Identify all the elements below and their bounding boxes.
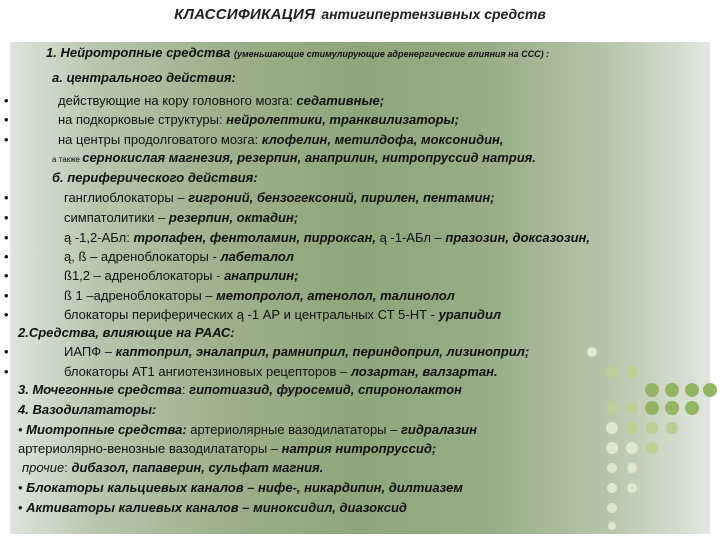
list-line <box>18 325 235 340</box>
bullet-icon: • <box>4 230 9 245</box>
line-text: 2.Средства, влияющие на РААС: <box>18 325 235 340</box>
bullet-icon: • <box>4 132 9 147</box>
list-line <box>64 307 501 322</box>
decor-dot <box>626 366 638 378</box>
line-text: урапидил <box>438 307 501 322</box>
bullet-icon: • <box>4 112 9 127</box>
decor-dot <box>685 401 699 415</box>
decor-dot <box>626 402 638 414</box>
decor-dot <box>645 383 659 397</box>
line-text: а также <box>52 155 83 164</box>
line-text: ИАПФ – <box>64 344 116 359</box>
bullet-icon: • <box>4 93 9 108</box>
decor-dot <box>703 383 717 397</box>
list-line <box>64 288 455 303</box>
bullet-icon: • <box>4 268 9 283</box>
title-main: КЛАССИФИКАЦИЯ <box>174 6 316 23</box>
list-line <box>58 112 459 127</box>
bullet-icon: • <box>4 288 9 303</box>
decor-dot <box>627 463 637 473</box>
line-text: (уменьшающие стимулирующие адренергические влияния на ССС) : <box>233 49 550 59</box>
line-text: нейролептики, транквилизаторы; <box>226 112 459 127</box>
decor-dot <box>646 442 658 454</box>
line-text: ą -1-АБл – <box>379 230 446 245</box>
line-text: резерпин, октадин; <box>168 210 299 225</box>
line-text: натрия нитропруссид; <box>281 441 437 456</box>
line-text: празозин, доксазозин, <box>445 230 591 245</box>
line-text: артериолярные вазодилататоры – <box>186 422 401 437</box>
line-text: ą -1,2-АБл: <box>64 230 134 245</box>
list-line <box>58 93 384 108</box>
decor-dot <box>607 503 617 513</box>
bullet-icon: • <box>4 210 9 225</box>
line-text: 1. Нейротропные средства <box>46 45 234 60</box>
line-text: сернокислая магнезия, резерпин, анаприлин, нитропруссид натрия. <box>82 150 536 165</box>
bullet-icon: • <box>4 344 9 359</box>
decor-dot <box>607 463 617 473</box>
list-line <box>52 70 236 85</box>
list-line <box>18 402 156 417</box>
bullet-icon: • <box>4 249 9 264</box>
decor-dot <box>645 401 659 415</box>
decor-dot <box>607 483 617 493</box>
line-text: лозартан, валзартан. <box>350 364 498 379</box>
list-line <box>18 500 407 515</box>
line-text: на подкорковые структуры: <box>58 112 227 127</box>
line-text: тропафен, фентоламин, пирроксан, <box>133 230 380 245</box>
list-line <box>64 190 495 205</box>
line-text: : <box>181 382 190 397</box>
line-text: лабеталол <box>220 249 294 264</box>
line-text: прочие <box>22 460 65 475</box>
decor-dot <box>606 402 618 414</box>
line-text: ганглиоблокаторы – <box>64 190 189 205</box>
line-text: 4. Вазодилататоры: <box>18 402 157 417</box>
decor-dot <box>685 383 699 397</box>
list-line <box>18 422 477 437</box>
line-text: Блокаторы кальциевых каналов – нифе-, никардипин, дилтиазем <box>26 480 463 495</box>
line-text: каптоприл, эналаприл, рамниприл, периндоприл, лизиноприл; <box>115 344 530 359</box>
line-text: Миотропные средства: <box>26 422 187 437</box>
line-text: клофелин, метилдофа, моксонидин, <box>261 132 504 147</box>
line-text: 3. Мочегонные средства <box>18 382 182 397</box>
bullet-icon: • <box>4 364 9 379</box>
list-line <box>22 460 323 475</box>
line-text: гипотиазид, фуросемид, спиронолактон <box>189 382 462 397</box>
line-text: гигроний, бензогексоний, пирилен, пентамин; <box>188 190 495 205</box>
line-text: седативные; <box>296 93 385 108</box>
decor-dot <box>608 522 616 530</box>
list-line <box>64 230 590 245</box>
line-text: а. центрального действия: <box>52 70 236 85</box>
decor-dot <box>626 422 638 434</box>
decor-dot <box>587 347 597 357</box>
list-line <box>46 45 549 60</box>
line-text: симпатолитики – <box>64 210 169 225</box>
line-text: ß 1 –адреноблокаторы – <box>64 288 217 303</box>
bullet-icon: • <box>4 307 9 322</box>
decor-dot <box>626 442 638 454</box>
line-text: • <box>18 500 27 515</box>
line-text: метопролол, атенолол, талинолол <box>216 288 455 303</box>
line-text: анаприлин; <box>224 268 299 283</box>
line-text: блокаторы АТ1 ангиотензиновых рецепторов – <box>64 364 351 379</box>
decor-dot <box>665 401 679 415</box>
line-text: дибазол, папаверин, сульфат магния. <box>71 460 324 475</box>
line-text: Активаторы калиевых каналов – миноксидил, диазоксид <box>26 500 407 515</box>
slide-title <box>0 6 720 23</box>
list-line <box>18 480 463 495</box>
list-line <box>64 210 298 225</box>
line-text: действующие на кору головного мозга: <box>58 93 297 108</box>
line-text: артериолярно-венозные вазодилататоры – <box>18 441 282 456</box>
list-line <box>58 132 504 147</box>
decor-dot <box>627 483 637 493</box>
decor-dot <box>666 422 678 434</box>
line-text: на центры продолговатого мозга: <box>58 132 262 147</box>
line-text: б. периферического действия: <box>52 170 258 185</box>
list-line <box>52 170 258 185</box>
list-line <box>64 344 529 359</box>
decor-dot <box>606 366 618 378</box>
list-line <box>64 364 498 379</box>
line-text: : <box>64 460 72 475</box>
list-line <box>18 382 462 397</box>
title-sub: антигипертензивных средств <box>321 6 546 22</box>
list-line <box>64 249 294 264</box>
line-text: гидралазин <box>400 422 477 437</box>
decor-dot <box>665 383 679 397</box>
line-text: ą, ß – адреноблокаторы - <box>64 249 221 264</box>
line-text: • <box>18 480 27 495</box>
decor-dot <box>606 442 618 454</box>
decor-dot <box>606 422 618 434</box>
line-text: блокаторы периферических ą -1 АР и центральных СТ 5-НТ - <box>64 307 439 322</box>
line-text: ß1,2 – адреноблокаторы - <box>64 268 225 283</box>
list-line <box>64 268 298 283</box>
list-line <box>52 150 536 165</box>
decor-dot <box>646 422 658 434</box>
list-line <box>18 441 436 456</box>
line-text: • <box>18 422 27 437</box>
bullet-icon: • <box>4 190 9 205</box>
